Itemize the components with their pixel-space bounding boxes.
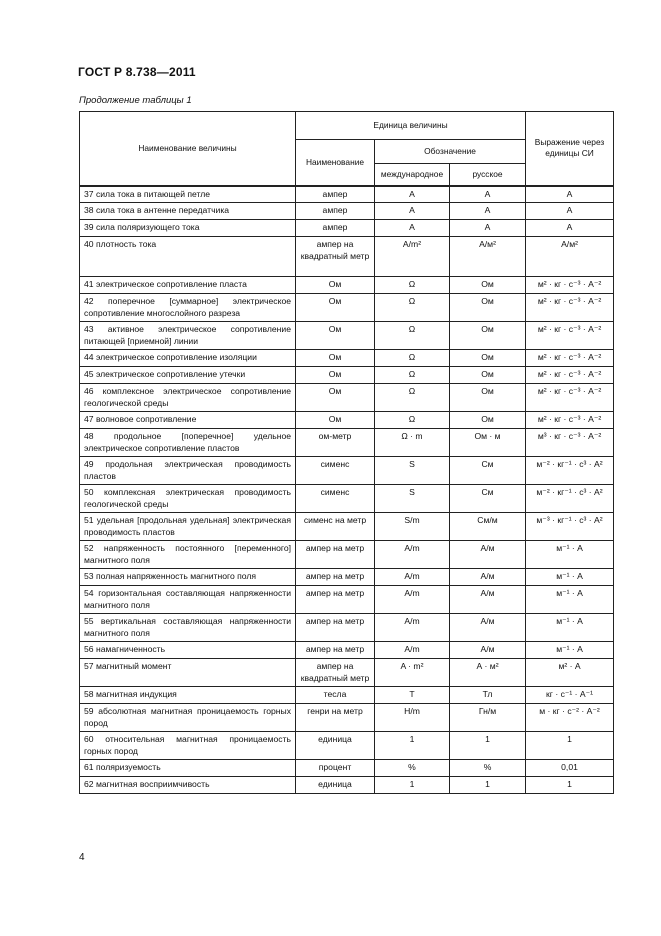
row-number: 48 [84,431,94,441]
si-expression-cell: м² · кг · с⁻³ · А⁻² [526,350,614,367]
si-expression-cell: м² · кг · с⁻³ · А⁻² [526,412,614,429]
russian-symbol-cell: См [450,485,526,513]
table-caption: Продолжение таблицы 1 [79,95,192,106]
unit-name-cell: ампер [296,186,375,203]
si-expression-cell: м³ · кг · с⁻³ · А⁻² [526,429,614,457]
quantity-name-cell [80,485,296,513]
row-number: 58 [84,689,94,699]
international-symbol-cell: S/m [375,513,450,541]
table-row [80,203,614,220]
si-expression-cell: м² · кг · с⁻³ · А⁻² [526,367,614,384]
international-symbol-cell: A [375,186,450,203]
russian-symbol-cell: А · м² [450,659,526,687]
row-number: 51 [84,515,94,525]
row-number: 56 [84,644,94,654]
table-row [80,513,614,541]
international-symbol-cell: 1 [375,732,450,760]
row-number: 46 [84,386,94,396]
si-expression-cell: м⁻¹ · А [526,569,614,586]
unit-name-cell: ампер на метр [296,541,375,569]
si-expression-cell: м · кг · с⁻² · А⁻² [526,704,614,732]
russian-symbol-cell: А/м [450,569,526,586]
header-unit-group: Единица величины [296,112,526,140]
russian-symbol-cell: А/м [450,586,526,614]
si-expression-cell: м² · кг · с⁻³ · А⁻² [526,294,614,322]
quantity-name-cell [80,687,296,704]
russian-symbol-cell: А [450,203,526,220]
table-row [80,277,614,294]
quantity-text: напряженность постоянного [переменного] магнитного поля [84,543,292,565]
row-number: 42 [84,296,94,306]
table-row [80,186,614,203]
quantity-text: полная напряженность магнитного поля [95,571,257,581]
quantity-name-cell [80,642,296,659]
table-row [80,294,614,322]
unit-name-cell: ампер [296,203,375,220]
quantity-name-cell [80,541,296,569]
table-row [80,384,614,412]
row-number: 50 [84,487,94,497]
si-expression-cell: кг · с⁻¹ · А⁻¹ [526,687,614,704]
si-expression-cell: А [526,186,614,203]
quantity-name-cell [80,732,296,760]
unit-name-cell: единица [296,732,375,760]
unit-name-cell: Ом [296,294,375,322]
russian-symbol-cell: Ом [450,412,526,429]
international-symbol-cell: H/m [375,704,450,732]
russian-symbol-cell: См [450,457,526,485]
quantity-name-cell [80,412,296,429]
unit-name-cell: Ом [296,384,375,412]
international-symbol-cell: A/m² [375,237,450,277]
row-number: 39 [84,222,94,232]
table-row [80,322,614,350]
quantity-text: электрическое сопротивление пласта [95,279,247,289]
quantity-text: электрическое сопротивление утечки [95,369,246,379]
table-row [80,237,614,277]
unit-name-cell: ампер на метр [296,586,375,614]
russian-symbol-cell: См/м [450,513,526,541]
russian-symbol-cell: А/м [450,614,526,642]
quantity-name-cell [80,322,296,350]
unit-name-cell: сименс на метр [296,513,375,541]
international-symbol-cell: S [375,457,450,485]
russian-symbol-cell: Ом [450,294,526,322]
table-row [80,367,614,384]
table-row [80,687,614,704]
row-number: 43 [84,324,94,334]
unit-name-cell: Ом [296,322,375,350]
quantity-text: продольное [поперечное] удельное электрическое сопротивление пластов [84,431,292,453]
quantity-text: магнитный момент [95,661,172,671]
quantity-text: поляризуемость [95,762,161,772]
international-symbol-cell: A [375,203,450,220]
table-row [80,704,614,732]
quantity-name-cell [80,350,296,367]
quantity-name-cell [80,513,296,541]
russian-symbol-cell: Ом [450,322,526,350]
quantity-text: магнитная индукция [95,689,177,699]
row-number: 37 [84,188,94,199]
table-row [80,642,614,659]
quantity-name-cell [80,457,296,485]
unit-name-cell: сименс [296,457,375,485]
table-row [80,777,614,794]
quantity-text: активное электрическое сопротивление питающей [приемной] линии [84,324,291,346]
international-symbol-cell: Ω [375,277,450,294]
standard-title: ГОСТ Р 8.738—2011 [78,65,196,79]
unit-name-cell: генри на метр [296,704,375,732]
unit-name-cell: ампер на метр [296,614,375,642]
international-symbol-cell: A/m [375,614,450,642]
russian-symbol-cell: Ом [450,277,526,294]
unit-name-cell: ампер на квадратный метр [296,237,375,277]
table-row [80,412,614,429]
si-expression-cell: А [526,220,614,237]
header-international: международное [375,164,450,186]
unit-name-cell: ампер [296,220,375,237]
international-symbol-cell: A [375,220,450,237]
international-symbol-cell: 1 [375,777,450,794]
quantity-text: комплексная электрическая проводимость геологической среды [84,487,292,509]
quantity-text: горизонтальная составляющая напряженности магнитного поля [84,588,291,610]
quantity-text: удельная [продольная удельная] электрическая проводимость пластов [84,515,291,537]
international-symbol-cell: A · m² [375,659,450,687]
row-number: 41 [84,279,94,289]
russian-symbol-cell: Ом [450,350,526,367]
si-expression-cell: 1 [526,732,614,760]
table-row [80,541,614,569]
quantity-name-cell [80,237,296,277]
russian-symbol-cell: А/м [450,541,526,569]
quantity-name-cell [80,614,296,642]
units-table [79,111,614,794]
quantity-name-cell [80,186,296,203]
row-number: 40 [84,239,94,249]
header-unit-name: Наименование [296,140,375,186]
row-number: 47 [84,414,94,424]
table-row [80,350,614,367]
table-row [80,220,614,237]
international-symbol-cell: Ω [375,322,450,350]
row-number: 59 [84,706,94,716]
quantity-text: поперечное [суммарное] электрическое сопротивление многослойного разреза [84,296,292,318]
table-row [80,485,614,513]
table-row [80,614,614,642]
russian-symbol-cell: А/м [450,642,526,659]
russian-symbol-cell: Ом [450,384,526,412]
table-row [80,760,614,777]
international-symbol-cell: A/m [375,642,450,659]
russian-symbol-cell: % [450,760,526,777]
international-symbol-cell: % [375,760,450,777]
unit-name-cell: ом-метр [296,429,375,457]
table-body [80,186,614,794]
quantity-text: комплексное электрическое сопротивление геологической среды [84,386,291,408]
quantity-text: абсолютная магнитная проницаемость горных пород [84,706,291,728]
quantity-text: электрическое сопротивление изоляции [95,352,257,362]
international-symbol-cell: Ω [375,367,450,384]
row-number: 45 [84,369,94,379]
row-number: 60 [84,734,94,744]
international-symbol-cell: Ω · m [375,429,450,457]
unit-name-cell: тесла [296,687,375,704]
row-number: 62 [84,779,94,789]
table-row [80,429,614,457]
quantity-text: сила тока в питающей петле [95,188,211,199]
unit-name-cell: ампер на метр [296,642,375,659]
quantity-text: вертикальная составляющая напряженности магнитного поля [84,616,292,638]
international-symbol-cell: Ω [375,412,450,429]
international-symbol-cell: A/m [375,569,450,586]
international-symbol-cell: Ω [375,384,450,412]
russian-symbol-cell: А [450,220,526,237]
quantity-name-cell [80,659,296,687]
row-number: 53 [84,571,94,581]
russian-symbol-cell: Тл [450,687,526,704]
si-expression-cell: м⁻¹ · А [526,642,614,659]
table-row [80,659,614,687]
si-expression-cell: м⁻¹ · А [526,541,614,569]
row-number: 55 [84,616,94,626]
table-row [80,732,614,760]
russian-symbol-cell: Гн/м [450,704,526,732]
si-expression-cell: 0,01 [526,760,614,777]
quantity-name-cell [80,294,296,322]
international-symbol-cell: A/m [375,541,450,569]
russian-symbol-cell: Ом · м [450,429,526,457]
si-expression-cell: м⁻² · кг⁻¹ · с³ · А² [526,457,614,485]
header-russian: русское [450,164,526,186]
quantity-name-cell [80,367,296,384]
table-row [80,457,614,485]
si-expression-cell: м² · А [526,659,614,687]
russian-symbol-cell: Ом [450,367,526,384]
header-designation: Обозначение [375,140,526,164]
quantity-name-cell [80,760,296,777]
si-expression-cell: А [526,203,614,220]
row-number: 44 [84,352,94,362]
international-symbol-cell: Ω [375,350,450,367]
si-expression-cell: 1 [526,777,614,794]
unit-name-cell: Ом [296,412,375,429]
quantity-text: плотность тока [95,239,157,249]
si-expression-cell: м² · кг · с⁻³ · А⁻² [526,277,614,294]
si-expression-cell: м⁻¹ · А [526,586,614,614]
unit-name-cell: сименс [296,485,375,513]
unit-name-cell: Ом [296,367,375,384]
si-expression-cell: м⁻² · кг⁻¹ · с³ · А² [526,485,614,513]
russian-symbol-cell: 1 [450,777,526,794]
si-expression-cell: м⁻³ · кг⁻¹ · с³ · А² [526,513,614,541]
table-header [80,112,614,186]
international-symbol-cell: S [375,485,450,513]
international-symbol-cell: T [375,687,450,704]
quantity-text: сила поляризующего тока [95,222,200,232]
international-symbol-cell: Ω [375,294,450,322]
unit-name-cell: процент [296,760,375,777]
russian-symbol-cell: А [450,186,526,203]
header-quantity-name: Наименование величины [80,112,296,186]
row-number: 49 [84,459,94,469]
row-number: 57 [84,661,94,671]
quantity-name-cell [80,203,296,220]
international-symbol-cell: A/m [375,586,450,614]
unit-name-cell: ампер на квадратный метр [296,659,375,687]
unit-name-cell: единица [296,777,375,794]
quantity-name-cell [80,220,296,237]
table-row [80,569,614,586]
quantity-name-cell [80,277,296,294]
si-expression-cell: А/м² [526,237,614,277]
unit-name-cell: ампер на метр [296,569,375,586]
row-number: 61 [84,762,94,772]
page-number: 4 [79,852,85,863]
quantity-name-cell [80,569,296,586]
si-expression-cell: м² · кг · с⁻³ · А⁻² [526,384,614,412]
header-si-expression: Выражение через единицы СИ [526,112,614,186]
unit-name-cell: Ом [296,277,375,294]
russian-symbol-cell: 1 [450,732,526,760]
russian-symbol-cell: А/м² [450,237,526,277]
quantity-text: волновое сопротивление [95,414,197,424]
quantity-text: относительная магнитная проницаемость горных пород [84,734,291,756]
si-expression-cell: м² · кг · с⁻³ · А⁻² [526,322,614,350]
quantity-text: намагниченность [95,644,166,654]
quantity-name-cell [80,704,296,732]
row-number: 38 [84,205,94,215]
quantity-name-cell [80,586,296,614]
quantity-name-cell [80,777,296,794]
unit-name-cell: Ом [296,350,375,367]
quantity-name-cell [80,384,296,412]
row-number: 54 [84,588,94,598]
quantity-text: сила тока в антенне передатчика [95,205,230,215]
quantity-text: магнитная восприимчивость [95,779,210,789]
quantity-text: продольная электрическая проводимость пластов [84,459,292,481]
row-number: 52 [84,543,94,553]
quantity-name-cell [80,429,296,457]
table-row [80,586,614,614]
si-expression-cell: м⁻¹ · А [526,614,614,642]
